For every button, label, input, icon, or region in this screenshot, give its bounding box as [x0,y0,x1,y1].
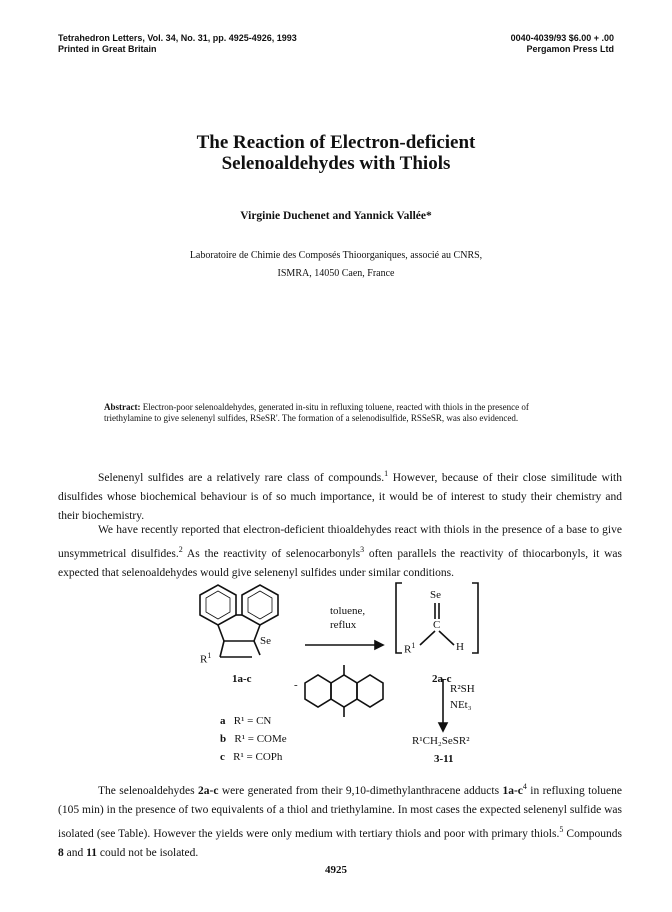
journal-citation [58,33,297,55]
issn-line: 0040-4039/93 $6.00 + .00 [510,33,614,43]
affiliation-line-2: ISMRA, 14050 Caen, France [277,268,395,279]
publisher-line: Pergamon Press Ltd [526,44,614,54]
page-number: 4925 [325,864,347,876]
paragraph-2 [58,521,622,583]
issn-block [511,33,614,55]
paragraph-3: The selenoaldehydes 2a-c were generated from their 9,10-dimethylanthracene adducts $1a-c^4$ in refluxing toluene (105 min) in the presence of two equivalents of a thiol and triethylamine. In most cases the expected selenenyl sulfide was isolated (see Table). However the yields were only medium with tertiary thiols and poor with primary thiols.$^5$ Compounds 8 and 11 could not be isolated. [58,782,622,859]
affiliation-line-1: Laboratoire de Chimie des Composés Thioorganiques, associé au CNRS, [189,250,483,261]
p1-text-b: However, because of their close similitude with disulfides whose biochemical behaviour is of so much importance, it would be of interest to study their chemistry and their biochemistry. [58,471,623,522]
compound-1-label: 1a-c [232,673,252,685]
reagent-reflux: reflux [330,619,357,631]
authors: Virginie Duchenet and Yannick Vallée* [240,210,432,222]
se-ring-label: Se [260,635,271,647]
thiol-label: R²SH [450,683,475,695]
p2-text-b: As the reactivity of selenocarbonyls [182,547,361,560]
r1-label: $R^1$ [200,651,212,666]
printed-line: Printed in Great Britain [58,44,157,54]
product-label: 3-11 [434,753,454,765]
reagent-toluene: toluene, [330,605,366,617]
title-line-2: Selenoaldehydes with Thiols [221,153,451,174]
substituent-b: b R¹ = COMe [220,733,287,745]
p2-text-a: We have recently reported that electron-deficient thioaldehydes react with thiols in the presence of a base to give unsymmetrical disulfides. [58,524,622,560]
ref-3: 3 [360,545,365,554]
abstract-label: Abstract: [104,402,141,412]
journal-line: Tetrahedron Letters, Vol. 34, No. 31, pp. 4925-4926, 1993 [58,33,297,43]
compound-2-label: 2a-c [432,673,452,685]
h-atom-label: H [456,641,464,653]
paragraph-1 [58,464,622,526]
p1-text-a: Selenenyl sulfides are a relatively rare class of compounds. [98,471,385,484]
se-atom-label: Se [430,589,441,601]
r1-product-label: $R^1$ [404,641,416,656]
abstract-text: Electron-poor selenoaldehydes, generated in-situ in refluxing toluene, reacted with thiols in the presence of triethylamine to give selenenyl sulfides, RSeSR'. The formation of a selenodisulfide, RSSeSR, was also evidenced. [104,402,529,423]
ref-2: 2 [178,545,183,554]
plus-dash: - [294,679,298,691]
product-formula: R¹CH₂SeSR² [412,735,470,747]
substituent-c: c R¹ = COPh [220,751,283,763]
p2-text-c: often parallels the reactivity of thiocarbonyls, it was expected that selenoaldehydes would give selenenyl sulfides under similar conditions. [58,547,622,579]
title-line-1: The Reaction of Electron-deficient [196,132,476,153]
abstract [104,402,574,424]
ref-1: 1 [384,469,389,478]
substituent-a: a R¹ = CN [220,715,272,727]
c-atom-label: C [433,619,441,631]
paper-title [0,132,672,174]
base-label: NEt₃ [450,699,472,711]
reaction-scheme [180,575,510,785]
affiliation [0,247,672,283]
